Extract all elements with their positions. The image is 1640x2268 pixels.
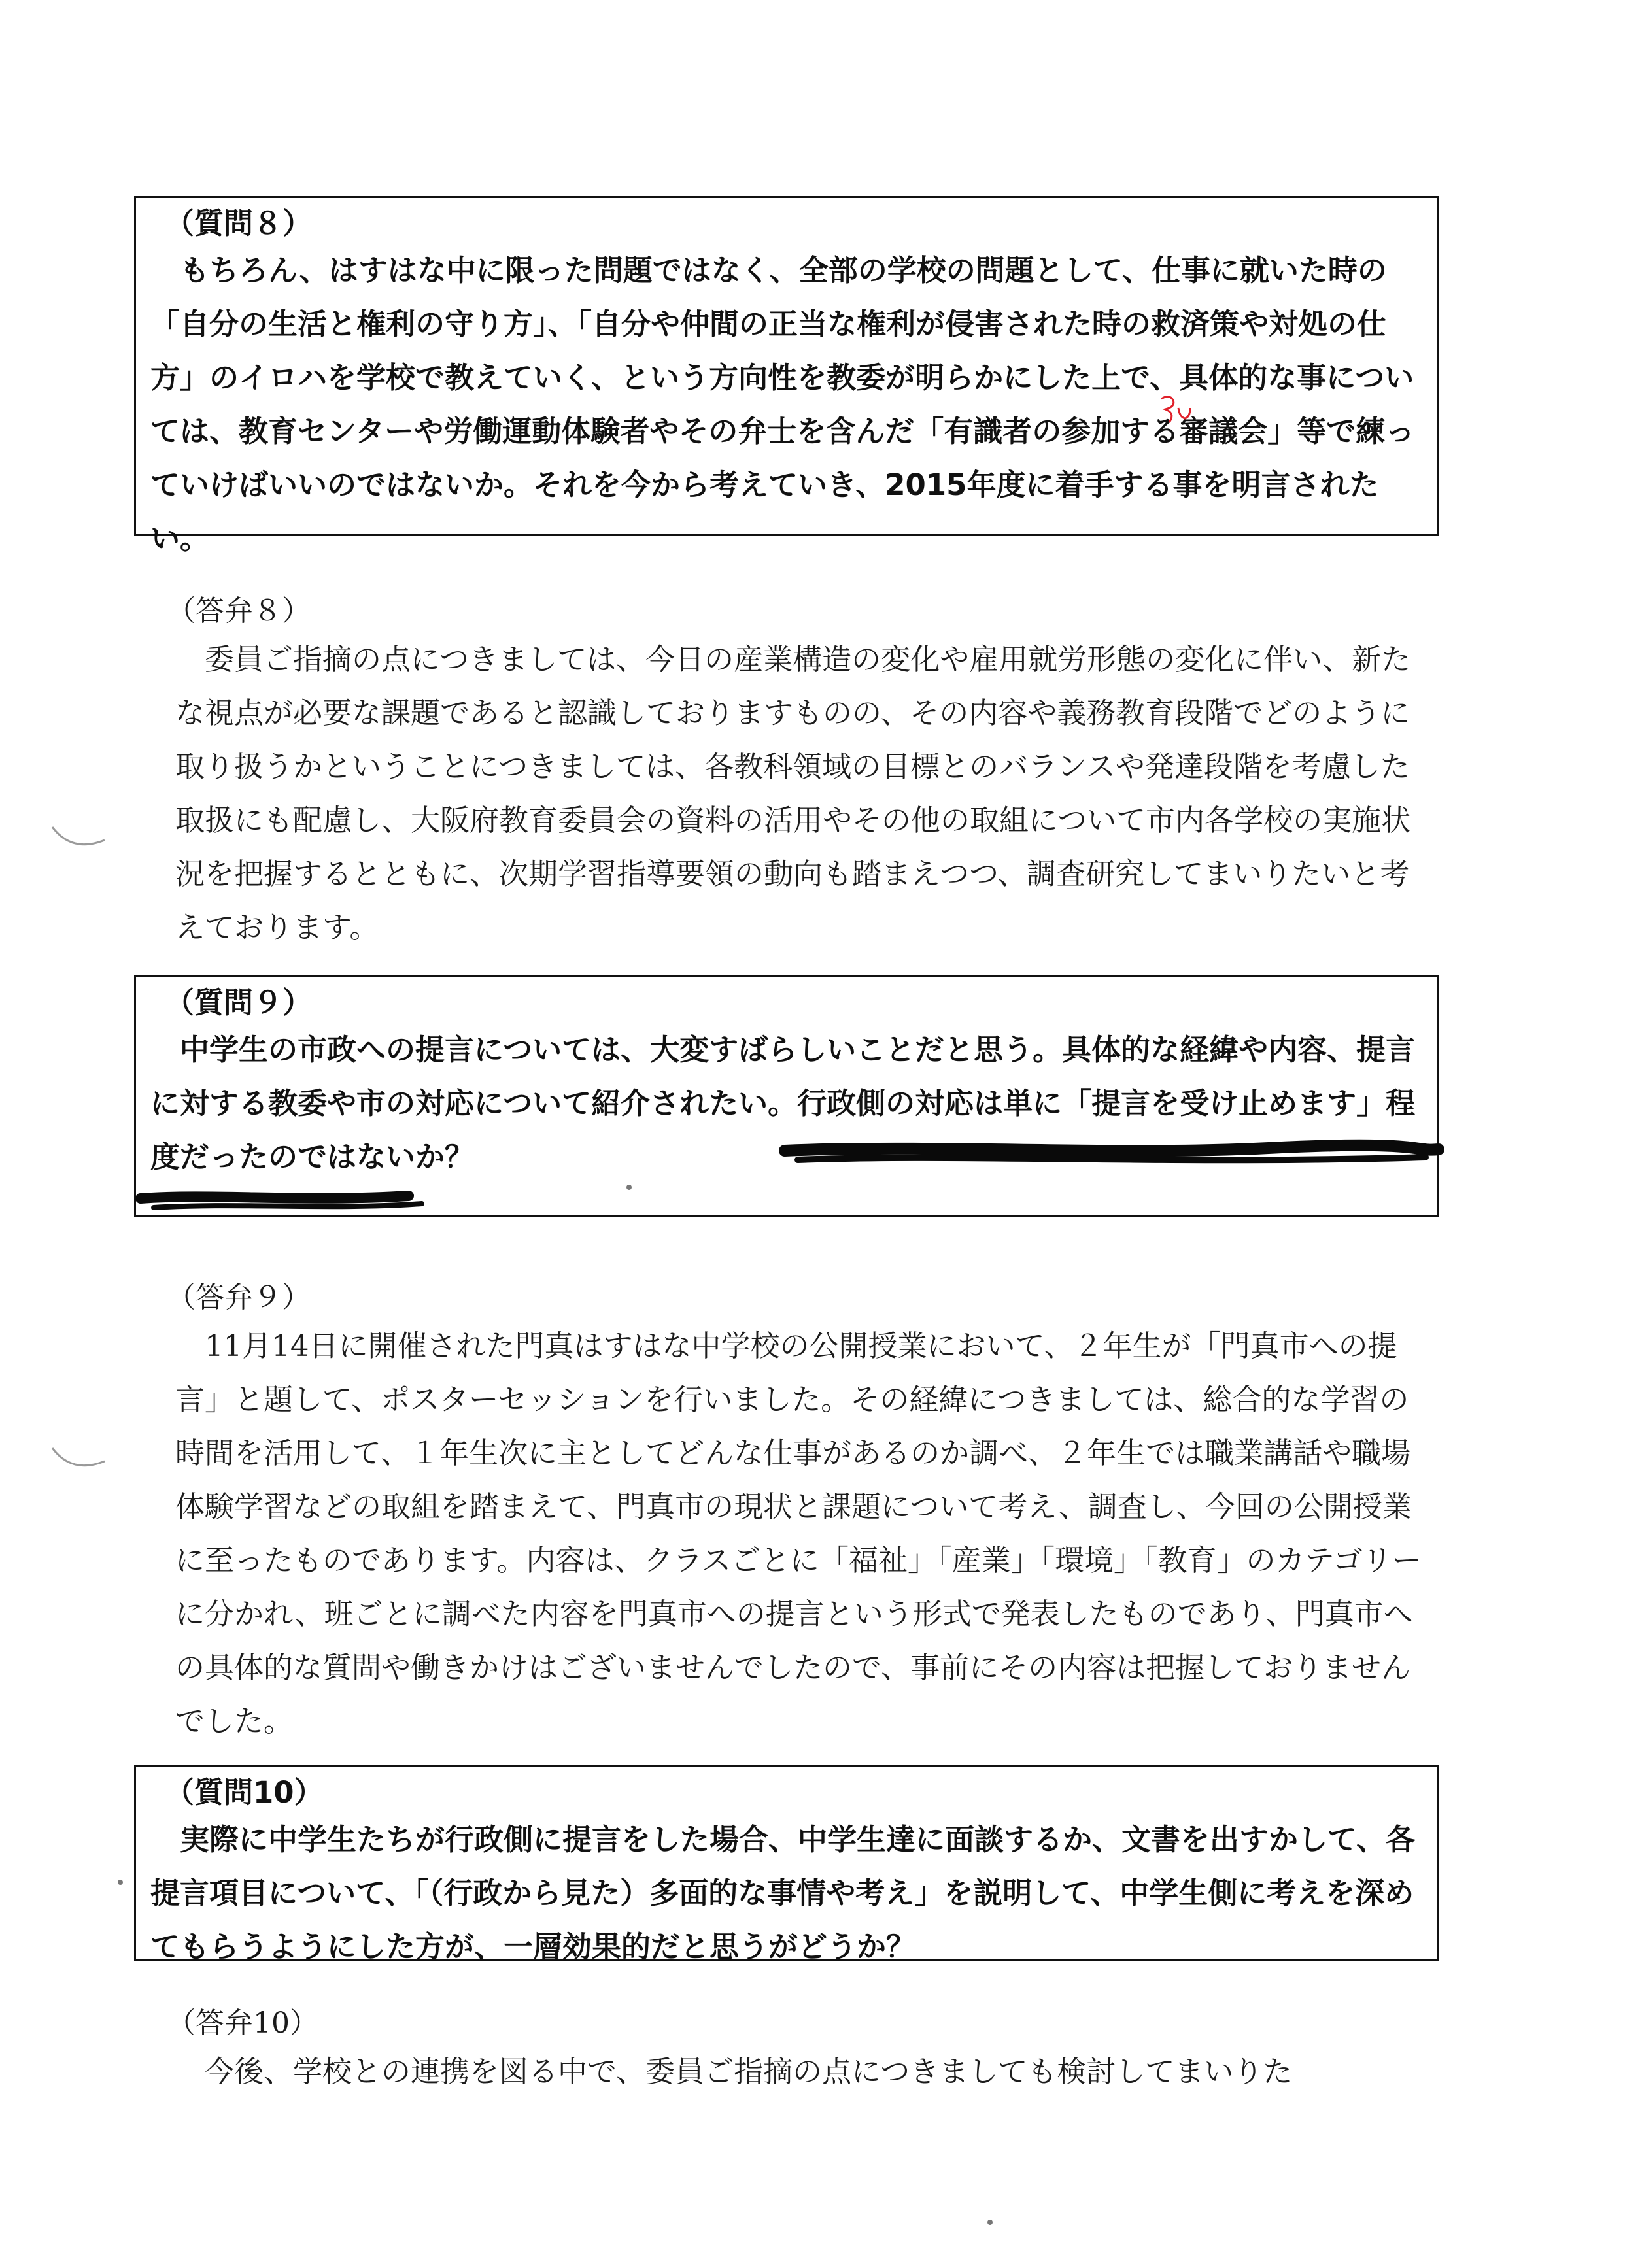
- handwritten-correction-mark: [1156, 391, 1195, 430]
- scan-speck: [118, 1880, 123, 1885]
- question-10-box: [134, 1765, 1439, 1964]
- question-10-label: （質問10）: [165, 1775, 324, 1810]
- question-10-text: 実際に中学生たちが行政側に提言をした場合、中学生達に面談するか、文書を出すかして、各提言項目について、「（行政から見た）多面的な事情や考え」を説明して、中学生側に考えを深めてもらうようにした方が、一層効果的だと思うがどうか？: [150, 1822, 1416, 1964]
- scan-speck: [626, 1185, 632, 1190]
- scan-speck: [987, 2220, 993, 2225]
- answer-9-label: （答弁９）: [167, 1281, 311, 1314]
- answer-8-label: （答弁８）: [167, 594, 311, 628]
- question-8-text: もちろん、はすはな中に限った問題ではなく、全部の学校の問題として、仕事に就いた時の「自分の生活と権利の守り方」、「自分や仲間の正当な権利が侵害された時の救済策や対処の仕方」のイロハを学校で教えていく、という方向性を教委が明らかにした上で、具体的な事については、教育センターや労働運動体験者やその弁士を含んだ「有識者の参加する審議会」等で練っていけばいいのではないか。それを今から考えていき、2015年度に着手する事を明言されたい。: [150, 253, 1415, 556]
- strikethrough-scribble: [772, 1126, 1445, 1217]
- punch-hole-mark: [39, 814, 118, 866]
- question-9-label: （質問９）: [165, 985, 313, 1020]
- question-8-box: [134, 196, 1439, 556]
- answer-8-text: 委員ご指摘の点につきましては、今日の産業構造の変化や雇用就労形態の変化に伴い、新たな視点が必要な課題であると認識しておりますものの、その内容や義務教育段階でどのように取り扱うかということにつきましては、各教科領域の目標とのバランスや発達段階を考慮した取扱にも配慮し、大阪府教育委員会の資料の活用やその他の取組について市内各学校の実施状況を把握するとともに、次期学習指導要領の動向も踏まえつつ、調査研究してまいりたいと考えております。: [175, 642, 1411, 945]
- punch-hole-mark: [39, 1435, 118, 1487]
- answer-9-text: 11月14日に開催された門真はすはな中学校の公開授業において、２年生が「門真市への提言」と題して、ポスターセッションを行いました。その経緯につきましては、総合的な学習の時間を活用して、１年生次に主としてどんな仕事があるのか調べ、２年生では職業講話や職場体験学習などの取組を踏まえて、門真市の現状と課題について考え、調査し、今回の公開授業に至ったものであります。内容は、クラスごとに「福祉」「産業」「環境」「教育」のカテゴリーに分かれ、班ごとに調べた内容を門真市への提言という形式で発表したものであり、門真市への具体的な質問や働きかけはございませんでしたので、事前にその内容は把握しておりませんでした。: [175, 1329, 1422, 1738]
- answer-10-label: （答弁10）: [167, 2006, 318, 2040]
- question-8-label: （質問８）: [165, 206, 313, 241]
- strikethrough-scribble-line2: [134, 1174, 448, 1226]
- question-9-text: 中学生の市政への提言については、大変すばらしいことだと思う。具体的な経緯や内容、提言に対する教委や市の対応について紹介されたい。行政側の対応は単に「提言を受け止めます」程度だったのではないか？: [150, 1032, 1416, 1174]
- answer-10-text: 今後、学校との連携を図る中で、委員ご指摘の点につきましても検討してまいりた: [205, 2054, 1293, 2089]
